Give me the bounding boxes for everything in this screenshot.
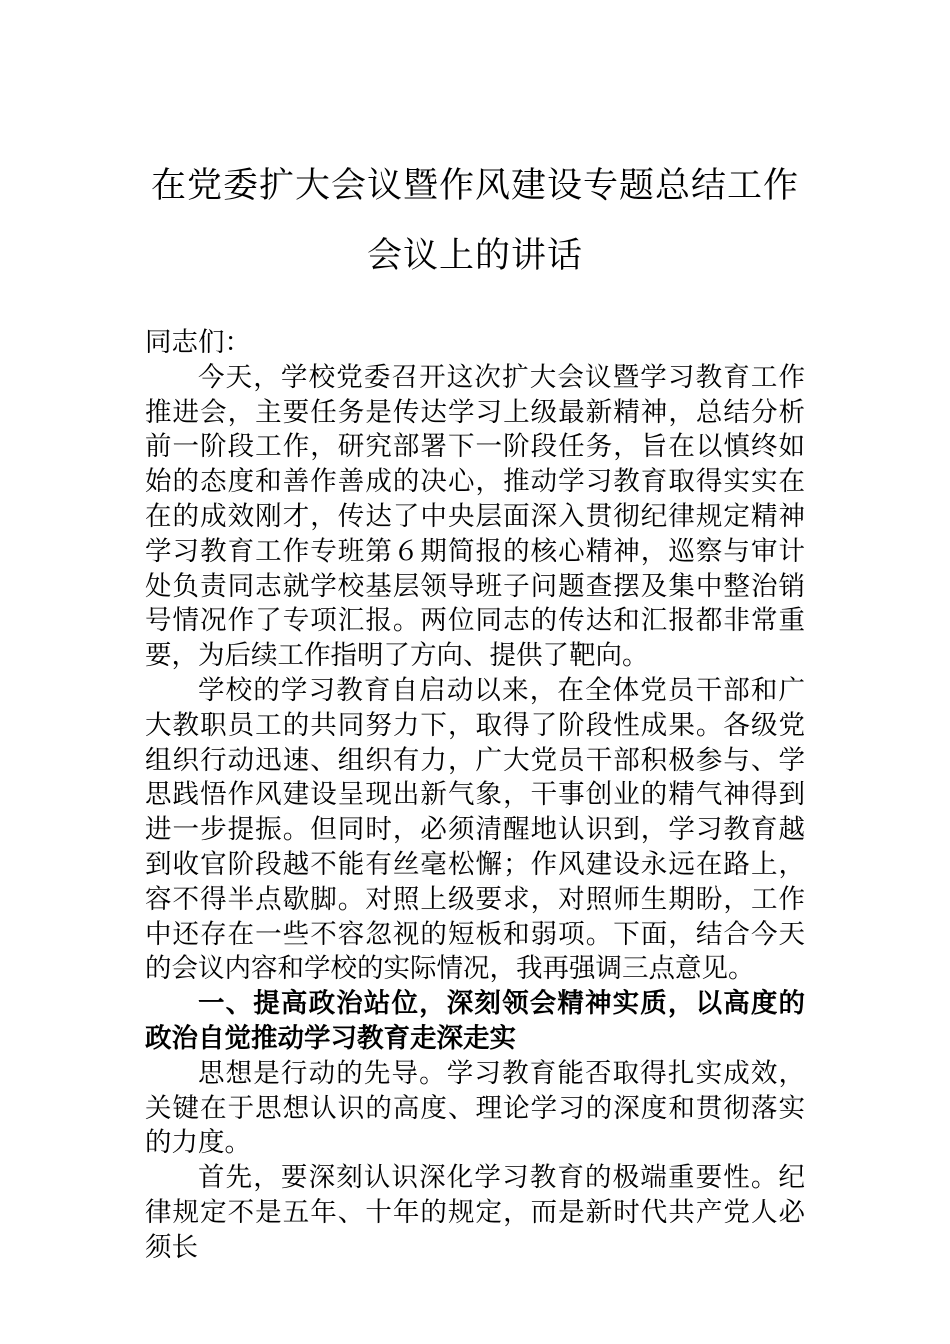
document-title-line-1: 在党委扩大会议暨作风建设专题总结工作	[150, 166, 799, 206]
salutation: 同志们：	[145, 327, 251, 358]
section-heading-1: 一、提高政治站位，深刻领会精神实质，以高度的政治自觉推动学习教育走深走实	[145, 988, 805, 1054]
paragraph-first-point: 首先，要深刻认识深化学习教育的极端重要性。纪律规定不是五年、十年的规定，而是新时代共产党人必须长	[145, 1162, 805, 1263]
paragraph-thought-guide: 思想是行动的先导。学习教育能否取得扎实成效，关键在于思想认识的高度、理论学习的深度和贯彻落实的力度。	[145, 1057, 805, 1159]
document-body	[145, 326, 805, 1266]
paragraph-progress: 学校的学习教育自启动以来，在全体党员干部和广大教职员工的共同努力下，取得了阶段性成果。各级党组织行动迅速、组织有力，广大党员干部积极参与、学思践悟作风建设呈现出新气象，干事创业的精气神得到进一步提振。但同时，必须清醒地认识到，学习教育越到收官阶段越不能有丝毫松懈；作风建设永远在路上，容不得半点歇脚。对照上级要求，对照师生期盼，工作中还存在一些不容忽视的短板和弱项。下面，结合今天的会议内容和学校的实际情况，我再强调三点意见。	[145, 674, 805, 985]
document-title-line-2: 会议上的讲话	[366, 236, 583, 276]
paragraph-opening: 今天，学校党委召开这次扩大会议暨学习教育工作推进会，主要任务是传达学习上级最新精神，总结分析前一阶段工作，研究部署下一阶段任务，旨在以慎终如始的态度和善作善成的决心，推动学习教育取得实实在在的成效刚才，传达了中央层面深入贯彻纪律规定精神学习教育工作专班第６期简报的核心精神，巡察与审计处负责同志就学校基层领导班子问题查摆及集中整治销号情况作了专项汇报。两位同志的传达和汇报都非常重要，为后续工作指明了方向、提供了靶向。	[145, 361, 805, 672]
